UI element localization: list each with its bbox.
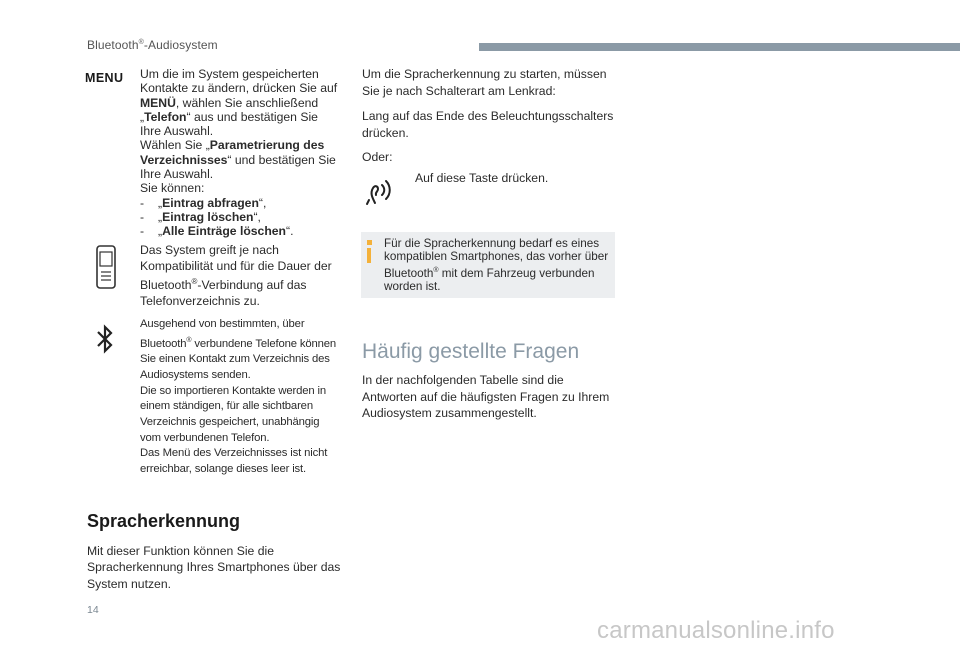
menu-instructions: Um die im System gespeicherten Kontakte zu ändern, drücken Sie auf MENÜ, wählen Sie anschließend „Telefon“ aus und bestätigen Sie Ihre Auswahl. Wählen Sie „Parametrierung des Verzeichnisses“ und bestätigen Sie Ihre Auswahl. Sie können: - „Eintrag abfragen“, - „Eintrag löschen“, - „Alle Einträge löschen“. — [140, 67, 340, 239]
watermark: carmanualsonline.info — [597, 617, 835, 644]
light-switch-text: Lang auf das Ende des Beleuchtungsschalters drücken. — [362, 109, 614, 140]
voice-start-text: Um die Spracherkennung zu starten, müssen Sie je nach Schalterart am Lenkrad: — [362, 67, 607, 98]
list-item: - „Eintrag löschen“, — [140, 209, 261, 224]
bluetooth-contacts-text: Ausgehend von bestimmten, über Bluetooth® verbundene Telefone können Sie einen Kontakt zum Verzeichnis des Audiosystems senden. Die so importieren Kontakte werden in einem ständigen, für alle sichtbaren Verzeichnis gespeichert, unabhängig vom verbundenen Telefon. Das Menü des Verzeichnisses ist nicht erreichbar, solange dieses leer ist. — [140, 318, 337, 476]
phone-icon — [95, 245, 117, 294]
voice-button-text: Auf diese Taste drücken. — [415, 171, 549, 185]
spracherkennung-heading: Spracherkennung — [87, 511, 241, 531]
info-icon — [366, 240, 372, 263]
bluetooth-icon — [96, 324, 114, 359]
faq-intro-text: In der nachfolgenden Tabelle sind die Antworten auf die häufigsten Fragen zu Ihrem Audiosystem zusammengestellt. — [362, 373, 610, 420]
menu-button-icon: MENU — [85, 71, 124, 85]
voice-command-icon — [365, 176, 395, 211]
header-accent-bar — [479, 43, 960, 51]
section-header-title: Bluetooth®-Audiosystem — [87, 38, 218, 52]
oder-text: Oder: — [362, 150, 393, 164]
phone-directory-text: Das System greift je nach Kompatibilität und für die Dauer der Bluetooth®-Verbindung auf das Telefonverzeichnis zu. — [140, 243, 332, 309]
list-item: - „Eintrag abfragen“, — [140, 195, 267, 210]
spracherkennung-text: Mit dieser Funktion können Sie die Spracherkennung Ihres Smartphones über das System nutzen. — [87, 544, 341, 591]
list-item: - „Alle Einträge löschen“. — [140, 224, 294, 239]
info-box-text: Für die Spracherkennung bedarf es eines kompatiblen Smartphones, das vorher über Bluetooth® mit dem Fahrzeug verbunden worden ist. — [384, 237, 609, 293]
page-number: 14 — [87, 604, 99, 616]
faq-heading: Häufig gestellte Fragen — [362, 340, 580, 363]
